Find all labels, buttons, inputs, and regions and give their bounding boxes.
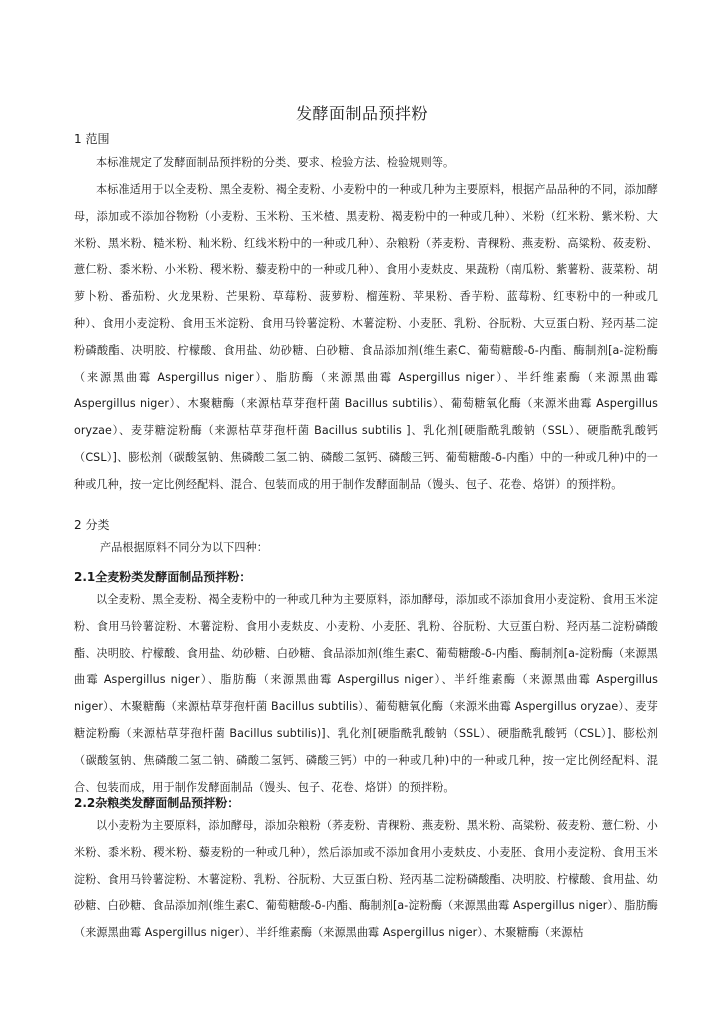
scope-paragraph-2: 本标准适用于以全麦粉、黑全麦粉、褐全麦粉、小麦粉中的一种或几种为主要原料，根据产品品种的不同，添加酵母，添加或不添加谷物粉（小麦粉、玉米粉、玉米楂、黑麦粉、褐麦粉中的一种或几种）、米粉（红米粉、紫米粉、大米粉、黑米粉、糙米粉、籼米粉、红线米粉中的一种或几种）、杂粮粉（荞麦粉、青稞粉、燕麦粉、高粱粉、莜麦粉、薏仁粉、黍米粉、小米粉、稷米粉、藜麦粉中的一种或几种）、食用小麦麸皮、果蔬粉（南瓜粉、紫薯粉、菠菜粉、胡萝卜粉、番茄粉、火龙果粉、芒果粉、草莓粉、菠萝粉、榴莲粉、苹果粉、香芋粉、蓝莓粉、红枣粉中的一种或几种）、食用小麦淀粉、食用玉米淀粉、食用马铃薯淀粉、木薯淀粉、小麦胚、乳粉、谷朊粉、大豆蛋白粉、羟丙基二淀粉磷酸酯、决明胶、柠檬酸、食用盐、幼砂糖、白砂糖、食品添加剂(维生素C、葡萄糖酸-δ-内酯、酶制剂[a-淀粉酶（来源黑曲霉 Aspergillus niger）、脂肪酶（来源黑曲霉 Aspergillus niger）、半纤维素酶（来源黑曲霉 Aspergillus niger）、木聚糖酶（来源枯草芽孢杆菌 Bacillus subtilis）、葡萄糖氧化酶（来源米曲霉 Aspergillus oryzae）、麦芽糖淀粉酶（来源枯草芽孢杆菌 Bacillus subtilis ]、乳化剂[硬脂酰乳酸钠（SSL）、硬脂酰乳酸钙（CSL）]、膨松剂（碳酸氢钠、焦磷酸二氢二钠、磷酸二氢钙、磷酸三钙、葡萄糖酸-δ-内酯）中的一种或几种)中的一种或几种，按一定比例经配料、混合、包装而成的用于制作发酵面制品（馒头、包子、花卷、烙饼）的预拌粉。 [74,183,658,491]
section-heading-scope: 1 范围 [74,132,110,146]
scope-paragraph-1: 本标准规定了发酵面制品预拌粉的分类、要求、检验方法、检验规则等。 [96,156,455,169]
section-heading-classification: 2 分类 [74,518,110,532]
classification-paragraph: 产品根据原料不同分为以下四种： [100,541,268,554]
section-heading-2-2: 2.2杂粮类发酵面制品预拌粉： [74,796,240,810]
document-title: 发酵面制品预拌粉 [295,104,428,123]
section-2-1-paragraph: 以全麦粉、黑全麦粉、褐全麦粉中的一种或几种为主要原料，添加酵母，添加或不添加食用小麦淀粉、食用玉米淀粉、食用马铃薯淀粉、木薯淀粉、食用小麦麸皮、小麦粉、小麦胚、乳粉、谷朊粉、大豆蛋白粉、羟丙基二淀粉磷酸酯、决明胶、柠檬酸、食用盐、幼砂糖、白砂糖、食品添加剂(维生素C、葡萄糖酸-δ-内酯、酶制剂[a-淀粉酶（来源黑曲霉 Aspergillus niger）、脂肪酶（来源黑曲霉 Aspergillus niger）、半纤维素酶（来源黑曲霉 Aspergillus niger）、木聚糖酶（来源枯草芽孢杆菌 Bacillus subtilis）、葡萄糖氧化酶（来源米曲霉 Aspergillus oryzae）、麦芽糖淀粉酶（来源枯草芽孢杆菌 Bacillus subtilis)]、乳化剂[硬脂酰乳酸钠（SSL）、硬脂酰乳酸钙（CSL）]、膨松剂（碳酸氢钠、焦磷酸二氢二钠、磷酸二氢钙、磷酸三钙）中的一种或几种)中的一种或几种，按一定比例经配料、混合、包装而成，用于制作发酵面制品（馒头、包子、花卷、烙饼）的预拌粉。 [74,593,658,794]
section-2-2-paragraph: 以小麦粉为主要原料，添加酵母，添加杂粮粉（荞麦粉、青稞粉、燕麦粉、黑米粉、高粱粉、莜麦粉、薏仁粉、小米粉、黍米粉、稷米粉、藜麦粉的一种或几种），然后添加或不添加食用小麦麸皮、小麦胚、食用小麦淀粉、食用玉米淀粉、食用马铃薯淀粉、木薯淀粉、乳粉、谷朊粉、大豆蛋白粉、羟丙基二淀粉磷酸酯、决明胶、柠檬酸、食用盐、幼砂糖、白砂糖、食品添加剂(维生素C、葡萄糖酸-δ-内酯、酶制剂[a-淀粉酶（来源黑曲霉 Aspergillus niger）、脂肪酶（来源黑曲霉 Aspergillus niger）、半纤维素酶（来源黑曲霉 Aspergillus niger）、木聚糖酶（来源枯 [74,819,658,940]
section-heading-2-1: 2.1全麦粉类发酵面制品预拌粉： [74,570,252,584]
